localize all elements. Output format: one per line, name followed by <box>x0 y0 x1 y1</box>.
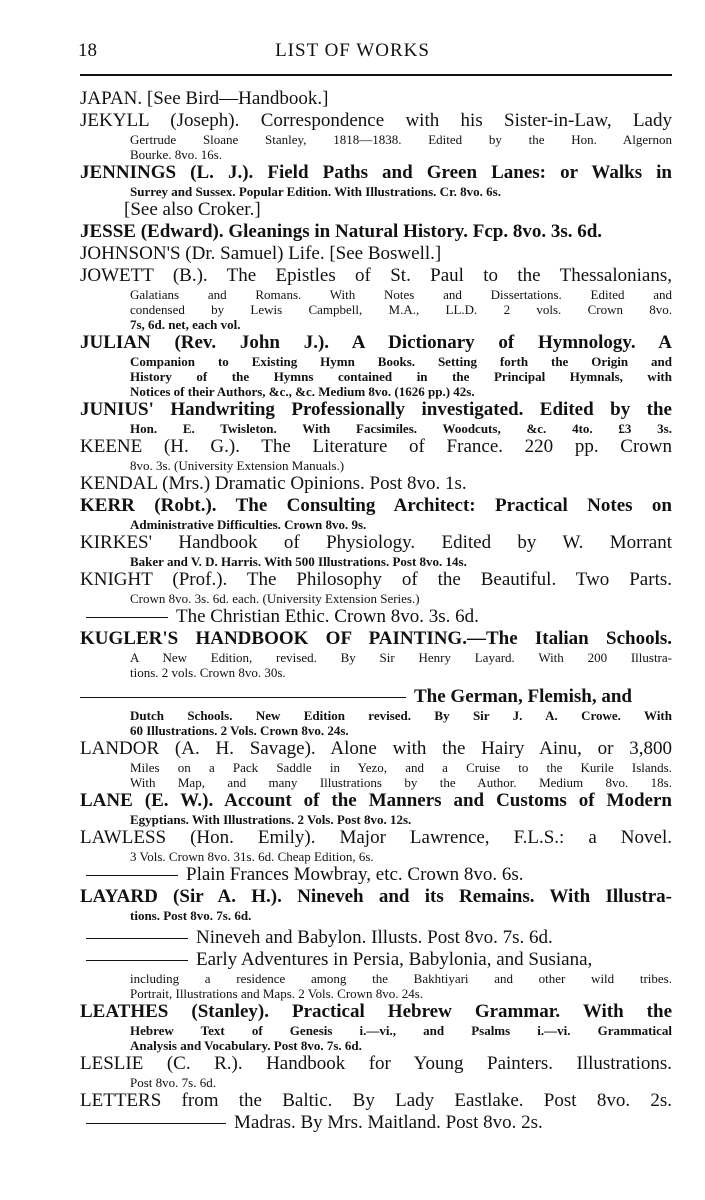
entry-layard <box>80 886 672 1001</box>
entry-line <box>80 686 672 708</box>
entry-line: LANDOR (A. H. Savage). Alone with the Hairy Ainu, or 3,800 <box>80 738 672 759</box>
entry-line-text: Plain Frances Mowbray, etc. Crown 8vo. 6s. <box>186 864 524 885</box>
entry-keene <box>80 436 672 473</box>
entry-line <box>80 606 672 628</box>
entry-kugler <box>80 628 672 738</box>
entry-letters <box>80 1090 672 1134</box>
ditto-rule <box>86 938 188 939</box>
entry-line: LESLIE (C. R.). Handbook for Young Painters. Illustrations. <box>80 1053 672 1074</box>
entry-lawless <box>80 827 672 886</box>
entry-detail: Galatians and Romans. With Notes and Dissertations. Edited and <box>130 287 672 302</box>
entry-leathes <box>80 1001 672 1053</box>
entry-jowett <box>80 265 672 332</box>
entry-line <box>80 949 672 971</box>
entry-detail: Bourke. 8vo. 16s. <box>130 147 223 162</box>
entry-line: KNIGHT (Prof.). The Philosophy of the Beautiful. Two Parts. <box>80 569 672 590</box>
entry-line: JAPAN. [See Bird—Handbook.] <box>80 88 329 109</box>
entry-detail: Baker and V. D. Harris. With 500 Illustrations. Post 8vo. 14s. <box>130 554 467 569</box>
entry-detail: Crown 8vo. 3s. 6d. each. (University Extension Series.) <box>130 591 420 606</box>
entry-line: JOWETT (B.). The Epistles of St. Paul to the Thessalonians, <box>80 265 672 286</box>
entry-line: JEKYLL (Joseph). Correspondence with his Sister-in-Law, Lady <box>80 110 672 131</box>
page-number: 18 <box>78 40 97 61</box>
entry-line: LAYARD (Sir A. H.). Nineveh and its Remains. With Illustra- <box>80 886 672 907</box>
entry-kendal <box>80 473 672 495</box>
entry-johnson <box>80 243 672 265</box>
entry-line: JENNINGS (L. J.). Field Paths and Green Lanes: or Walks in <box>80 162 672 183</box>
entry-detail: Hon. E. Twisleton. With Facsimiles. Woodcuts, &c. 4to. £3 3s. <box>130 421 672 436</box>
entry-jesse <box>80 221 672 243</box>
entry-detail: Dutch Schools. New Edition revised. By Sir J. A. Crowe. With <box>130 708 672 723</box>
ditto-rule <box>80 697 406 698</box>
entry-detail: Administrative Difficulties. Crown 8vo. 9s. <box>130 517 367 532</box>
entry-detail: 60 Illustrations. 2 Vols. Crown 8vo. 24s. <box>130 723 349 738</box>
entry-detail: Portrait, Illustrations and Maps. 2 Vols. Crown 8vo. 24s. <box>130 986 424 1001</box>
entry-detail: Hebrew Text of Genesis i.—vi., and Psalms i.—vi. Grammatical <box>130 1023 672 1038</box>
entry-line: KENDAL (Mrs.) Dramatic Opinions. Post 8vo. 1s. <box>80 473 467 494</box>
entry-detail: Surrey and Sussex. Popular Edition. With Illustrations. Cr. 8vo. 6s. <box>130 184 501 199</box>
entry-line <box>80 1112 672 1134</box>
entry-jennings <box>80 162 672 221</box>
entry-list <box>80 88 672 1134</box>
entry-line-text: Early Adventures in Persia, Babylonia, and Susiana, <box>196 949 593 970</box>
entry-line: LEATHES (Stanley). Practical Hebrew Grammar. With the <box>80 1001 672 1022</box>
entry-leslie <box>80 1053 672 1090</box>
entry-detail: tions. Post 8vo. 7s. 6d. <box>130 908 252 923</box>
entry-line-text: The Christian Ethic. Crown 8vo. 3s. 6d. <box>176 606 479 627</box>
entry-detail: Gertrude Sloane Stanley, 1818—1838. Edited by the Hon. Algernon <box>130 132 672 147</box>
entry-jekyll <box>80 110 672 162</box>
entry-detail: 7s, 6d. net, each vol. <box>130 317 241 332</box>
entry-line-text: Madras. By Mrs. Maitland. Post 8vo. 2s. <box>234 1112 543 1133</box>
entry-detail: condensed by Lewis Campbell, M.A., LL.D. 2 vols. Crown 8vo. <box>130 302 672 317</box>
entry-lane <box>80 790 672 827</box>
entry-line: JUNIUS' Handwriting Professionally investigated. Edited by the <box>80 399 672 420</box>
entry-landor <box>80 738 672 790</box>
entry-kerr <box>80 495 672 532</box>
entry-line: LETTERS from the Baltic. By Lady Eastlake. Post 8vo. 2s. <box>80 1090 672 1111</box>
header-rule <box>80 74 672 76</box>
entry-line: JESSE (Edward). Gleanings in Natural History. Fcp. 8vo. 3s. 6d. <box>80 221 603 242</box>
ditto-rule <box>86 875 178 876</box>
entry-line <box>80 927 672 949</box>
running-head: LIST OF WORKS <box>275 40 430 61</box>
entry-line: JULIAN (Rev. John J.). A Dictionary of Hymnology. A <box>80 332 672 353</box>
entry-line: LANE (E. W.). Account of the Manners and Customs of Modern <box>80 790 672 811</box>
entry-detail: tions. 2 vols. Crown 8vo. 30s. <box>130 665 286 680</box>
entry-line-text: Nineveh and Babylon. Illusts. Post 8vo. 7s. 6d. <box>196 927 553 948</box>
entry-line: KEENE (H. G.). The Literature of France. 220 pp. Crown <box>80 436 672 457</box>
entry-detail: Analysis and Vocabulary. Post 8vo. 7s. 6d. <box>130 1038 362 1053</box>
entry-junius <box>80 399 672 436</box>
entry-knight <box>80 569 672 628</box>
entry-detail: A New Edition, revised. By Sir Henry Layard. With 200 Illustra- <box>130 650 672 665</box>
ditto-rule <box>86 1123 226 1124</box>
entry-detail: History of the Hymns contained in the Principal Hymnals, with <box>130 369 672 384</box>
entry-detail: Companion to Existing Hymn Books. Setting forth the Origin and <box>130 354 672 369</box>
entry-detail: Miles on a Pack Saddle in Yezo, and a Cruise to the Kurile Islands. <box>130 760 672 775</box>
entry-detail: Notices of their Authors, &c., &c. Medium 8vo. (1626 pp.) 42s. <box>130 384 475 399</box>
entry-detail: With Map, and many Illustrations by the Author. Medium 8vo. 18s. <box>130 775 672 790</box>
entry-line-text: The German, Flemish, and <box>414 686 632 707</box>
entry-julian <box>80 332 672 399</box>
entry-detail: including a residence among the Bakhtiyari and other wild tribes. <box>130 971 672 986</box>
entry-detail: 3 Vols. Crown 8vo. 31s. 6d. Cheap Edition, 6s. <box>130 849 374 864</box>
entry-line: LAWLESS (Hon. Emily). Major Lawrence, F.L.S.: a Novel. <box>80 827 672 848</box>
ditto-rule <box>86 617 168 618</box>
entry-detail: Egyptians. With Illustrations. 2 Vols. Post 8vo. 12s. <box>130 812 412 827</box>
entry-detail: Post 8vo. 7s. 6d. <box>130 1075 216 1090</box>
entry-line <box>80 864 672 886</box>
entry-japan <box>80 88 672 110</box>
ditto-rule <box>86 960 188 961</box>
entry-line: JOHNSON'S (Dr. Samuel) Life. [See Boswell.] <box>80 243 442 264</box>
entry-detail: 8vo. 3s. (University Extension Manuals.) <box>130 458 345 473</box>
entry-line: KUGLER'S HANDBOOK OF PAINTING.—The Italian Schools. <box>80 628 672 649</box>
entry-line: [See also Croker.] <box>124 199 261 220</box>
entry-line: KIRKES' Handbook of Physiology. Edited by W. Morrant <box>80 532 672 553</box>
entry-line: KERR (Robt.). The Consulting Architect: Practical Notes on <box>80 495 672 516</box>
entry-kirkes <box>80 532 672 569</box>
